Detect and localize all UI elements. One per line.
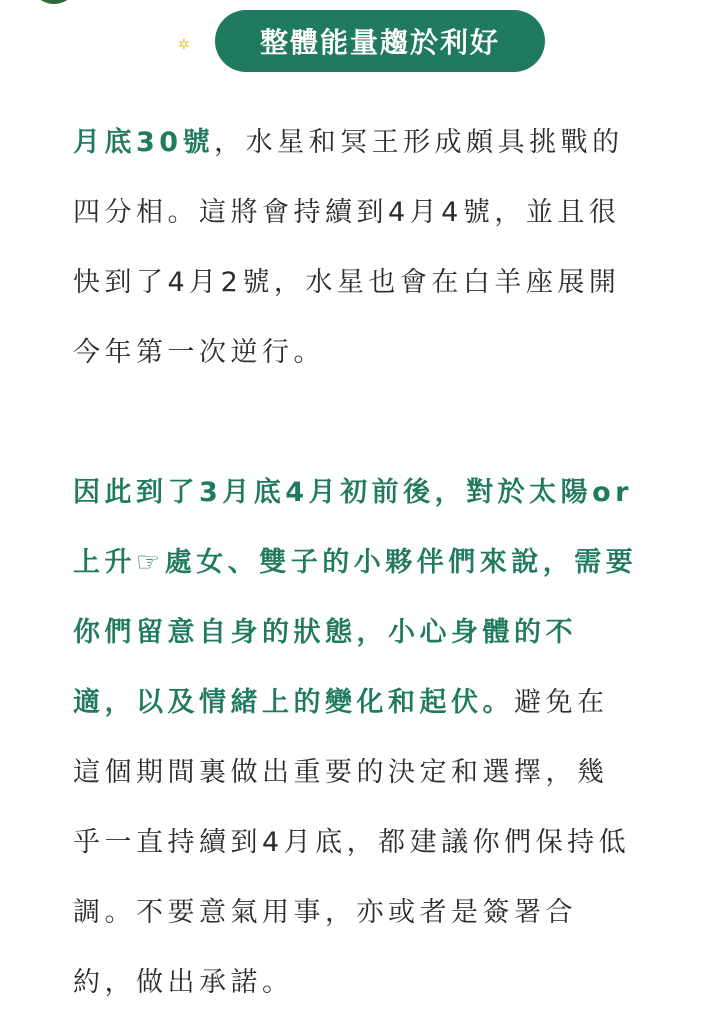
paragraph-2-highlight: 因此到了3月底4月初前後，對於太陽or上升☞處女、雙子的小夥伴們來說，需要你們留意自身的狀態，小心身體的不適，以及情緒上的變化和起伏。: [73, 477, 638, 718]
paragraph-1-highlight: 月底30號: [73, 127, 215, 158]
paragraph-1-text: ，水星和冥王形成頗具挑戰的四分相。這將會持續到4月4號，並且很快到了4月2號，水星也會在白羊座展開今年第一次逆行。: [73, 127, 624, 368]
article-body: [73, 108, 638, 1018]
section-title-pill: [215, 10, 545, 72]
sparkle-icon: ✲: [178, 37, 190, 53]
paragraph-spacer: [73, 388, 638, 458]
section-header: [0, 10, 708, 72]
section-title: 整體能量趨於利好: [259, 26, 500, 59]
paragraph-2-text: 避免在這個期間裏做出重要的決定和選擇，幾乎一直持續到4月底，都建議你們保持低調。不要意氣用事，亦或者是簽署合約，做出承諾。: [73, 687, 631, 998]
paragraph-1: [73, 108, 638, 388]
leaf-decoration: [30, 0, 78, 4]
paragraph-2: [73, 458, 638, 1018]
